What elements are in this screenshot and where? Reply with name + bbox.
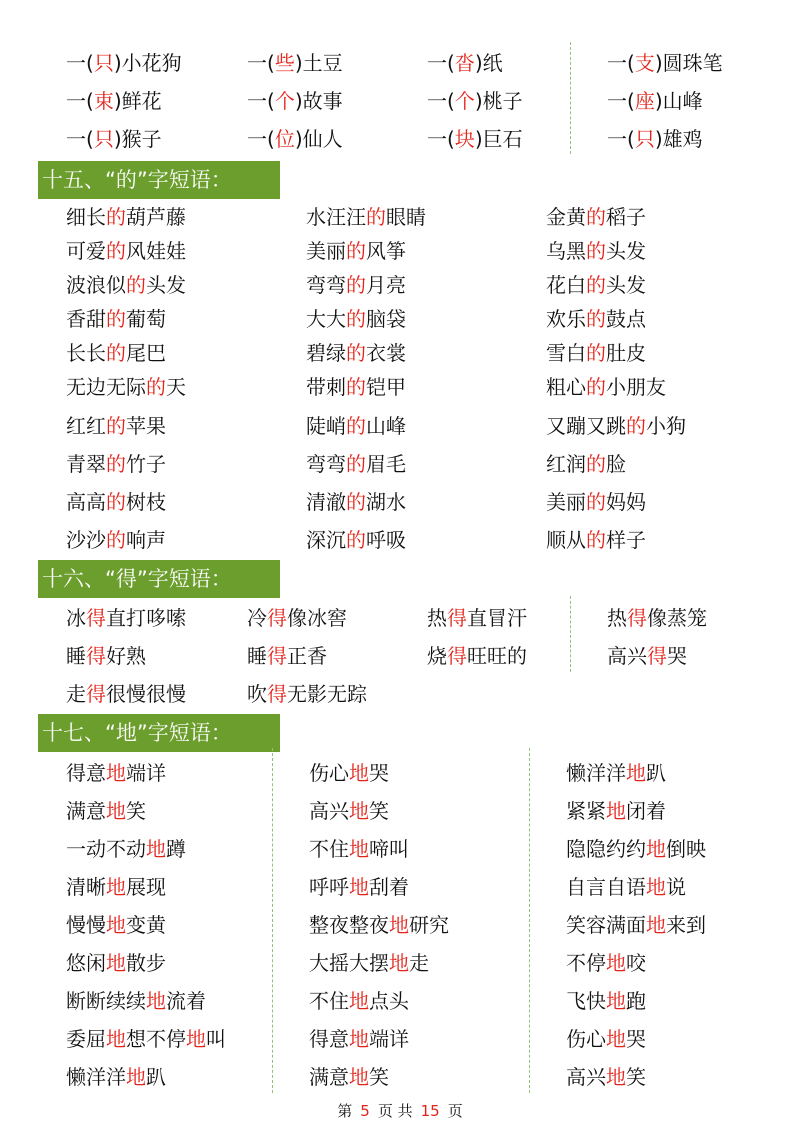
phrase: 伤心地哭 <box>309 761 389 785</box>
phrase: 波浪似的头发 <box>66 273 186 297</box>
phrase: 美丽的风筝 <box>306 239 406 263</box>
column-divider <box>570 596 571 672</box>
phrase: 得意地端详 <box>66 761 166 785</box>
section-heading: 十五、“的”字短语： <box>38 161 280 199</box>
phrase: 自言自语地说 <box>566 875 686 899</box>
phrase: 不停地咬 <box>566 951 646 975</box>
phrase: 又蹦又跳的小狗 <box>546 414 686 438</box>
phrase: 不住地点头 <box>309 989 409 1013</box>
phrase: 红红的苹果 <box>66 414 166 438</box>
phrase: 一(些)土豆 <box>247 51 343 75</box>
column-divider <box>570 42 571 154</box>
phrase: 深沉的呼吸 <box>306 528 406 552</box>
phrase: 乌黑的头发 <box>546 239 646 263</box>
page-footer <box>0 1101 800 1121</box>
phrase: 呼呼地刮着 <box>309 875 409 899</box>
section-heading: 十七、“地”字短语： <box>38 714 280 752</box>
phrase: 一(沓)纸 <box>427 51 503 75</box>
phrase: 一(块)巨石 <box>427 127 523 151</box>
phrase: 红润的脸 <box>546 452 626 476</box>
phrase: 一(个)故事 <box>247 89 343 113</box>
phrase: 一(束)鲜花 <box>66 89 162 113</box>
phrase: 可爱的风娃娃 <box>66 239 186 263</box>
phrase: 走得很慢很慢 <box>66 682 186 706</box>
phrase: 一(只)小花狗 <box>66 51 182 75</box>
phrase: 隐隐约约地倒映 <box>566 837 706 861</box>
phrase: 紧紧地闭着 <box>566 799 666 823</box>
footer-middle: 页 共 <box>377 1102 413 1120</box>
phrase: 无边无际的天 <box>66 375 186 399</box>
total-page-number: 15 <box>420 1102 440 1120</box>
phrase: 大大的脑袋 <box>306 307 406 331</box>
phrase: 碧绿的衣裳 <box>306 341 406 365</box>
phrase: 弯弯的眉毛 <box>306 452 406 476</box>
phrase: 懒洋洋地趴 <box>566 761 666 785</box>
footer-prefix: 第 <box>337 1102 353 1120</box>
phrase: 吹得无影无踪 <box>247 682 367 706</box>
phrase: 大摇大摆地走 <box>309 951 429 975</box>
phrase: 带刺的铠甲 <box>306 375 406 399</box>
phrase: 一(位)仙人 <box>247 127 343 151</box>
phrase: 得意地端详 <box>309 1027 409 1051</box>
section-heading: 十六、“得”字短语： <box>38 560 280 598</box>
phrase: 一(个)桃子 <box>427 89 523 113</box>
phrase: 一(支)圆珠笔 <box>607 51 723 75</box>
phrase: 一(只)猴子 <box>66 127 162 151</box>
phrase: 满意地笑 <box>66 799 146 823</box>
phrase: 悠闲地散步 <box>66 951 166 975</box>
phrase: 不住地啼叫 <box>309 837 409 861</box>
current-page-number: 5 <box>360 1102 370 1120</box>
phrase: 高兴地笑 <box>309 799 389 823</box>
phrase: 一(只)雄鸡 <box>607 127 703 151</box>
phrase: 断断续续地流着 <box>66 989 206 1013</box>
phrase: 睡得好熟 <box>66 644 146 668</box>
column-divider <box>272 748 273 1093</box>
phrase: 整夜整夜地研究 <box>309 913 449 937</box>
footer-suffix: 页 <box>447 1102 463 1120</box>
column-divider <box>529 748 530 1093</box>
phrase: 金黄的稻子 <box>546 205 646 229</box>
phrase: 沙沙的响声 <box>66 528 166 552</box>
phrase: 清澈的湖水 <box>306 490 406 514</box>
phrase: 长长的尾巴 <box>66 341 166 365</box>
phrase: 高兴地笑 <box>566 1065 646 1089</box>
phrase: 陡峭的山峰 <box>306 414 406 438</box>
phrase: 一(座)山峰 <box>607 89 703 113</box>
phrase: 伤心地哭 <box>566 1027 646 1051</box>
phrase: 弯弯的月亮 <box>306 273 406 297</box>
phrase: 烧得旺旺的 <box>427 644 527 668</box>
phrase: 高高的树枝 <box>66 490 166 514</box>
phrase: 懒洋洋地趴 <box>66 1065 166 1089</box>
phrase: 花白的头发 <box>546 273 646 297</box>
phrase: 冰得直打哆嗦 <box>66 606 186 630</box>
phrase: 雪白的肚皮 <box>546 341 646 365</box>
phrase: 慢慢地变黄 <box>66 913 166 937</box>
phrase: 细长的葫芦藤 <box>66 205 186 229</box>
phrase: 满意地笑 <box>309 1065 389 1089</box>
phrase: 香甜的葡萄 <box>66 307 166 331</box>
phrase: 高兴得哭 <box>607 644 687 668</box>
phrase: 委屈地想不停地叫 <box>66 1027 226 1051</box>
phrase: 欢乐的鼓点 <box>546 307 646 331</box>
phrase: 青翠的竹子 <box>66 452 166 476</box>
phrase: 一动不动地蹲 <box>66 837 186 861</box>
phrase: 热得直冒汗 <box>427 606 527 630</box>
phrase: 顺从的样子 <box>546 528 646 552</box>
phrase: 睡得正香 <box>247 644 327 668</box>
phrase: 清晰地展现 <box>66 875 166 899</box>
phrase: 粗心的小朋友 <box>546 375 666 399</box>
phrase: 水汪汪的眼睛 <box>306 205 426 229</box>
phrase: 美丽的妈妈 <box>546 490 646 514</box>
phrase: 冷得像冰窖 <box>247 606 347 630</box>
phrase: 飞快地跑 <box>566 989 646 1013</box>
phrase: 笑容满面地来到 <box>566 913 706 937</box>
phrase: 热得像蒸笼 <box>607 606 707 630</box>
